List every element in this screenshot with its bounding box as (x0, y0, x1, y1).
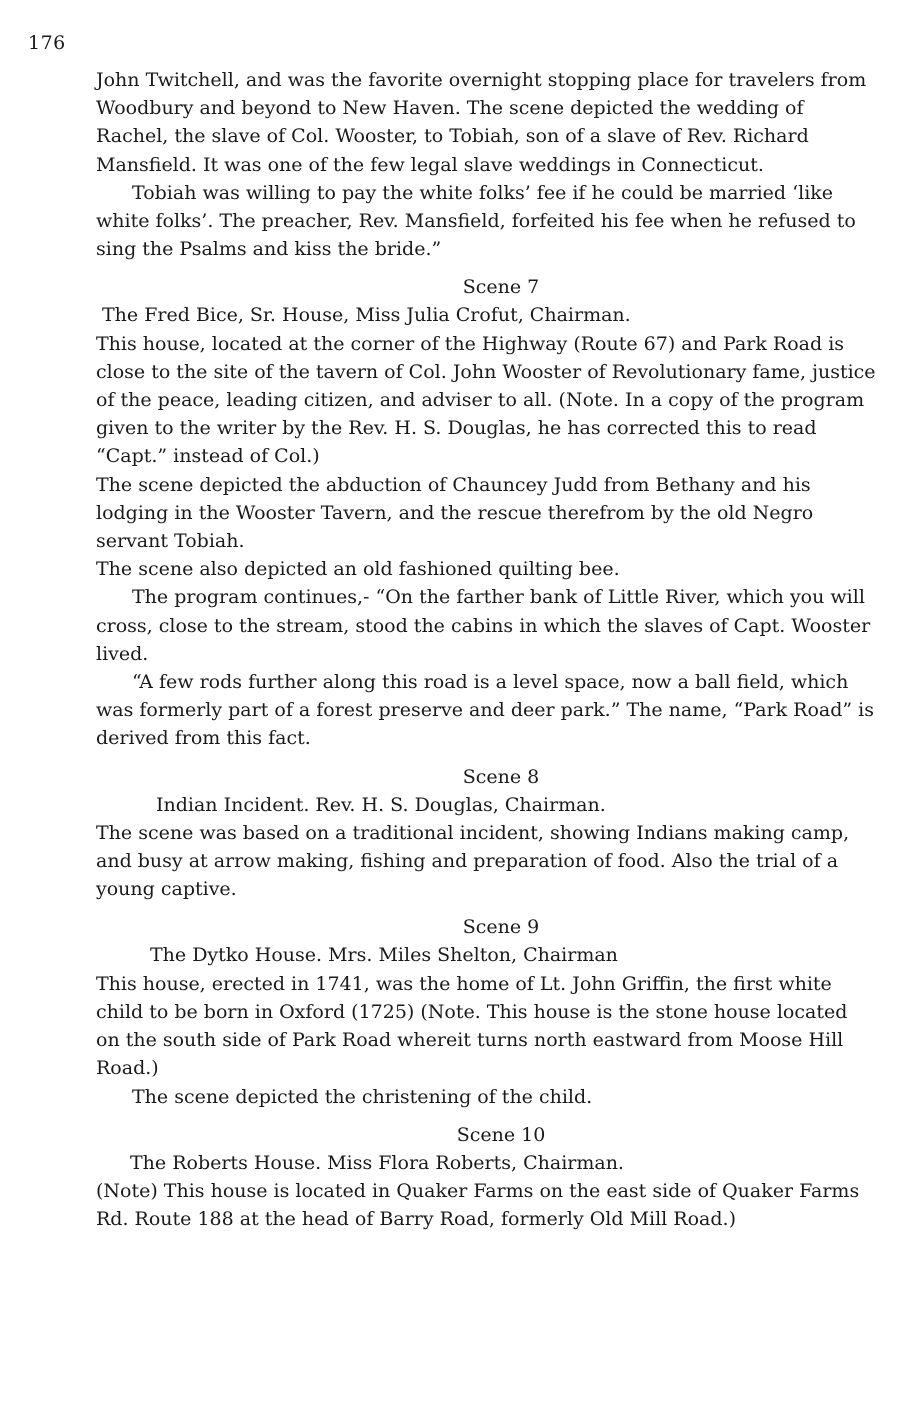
scene-10-heading: Scene 10 (456, 1123, 546, 1146)
scene-9-paragraph-2: The scene depicted the christening of the child. (132, 1085, 593, 1108)
page-body (96, 66, 876, 1233)
scene-8-chair-line: Indian Incident. Rev. H. S. Douglas, Chairman. (156, 793, 606, 816)
scene-7-heading: Scene 7 (462, 276, 540, 299)
scene-9-heading: Scene 9 (462, 916, 540, 939)
scene-7-chair-line: The Fred Bice, Sr. House, Miss Julia Crofut, Chairman. (102, 304, 631, 327)
scene-7-paragraph-5: “A few rods further along this road is a level space, now a ball field, which was formerly part of a forest preserve and deer park.” The name, “Park Road” is derived from this fact. (96, 671, 874, 750)
page-number: 176 (28, 32, 66, 54)
scene-8-paragraph-1: The scene was based on a traditional incident, showing Indians making camp, and busy at arrow making, fishing and preparation of food. Also the trial of a young captive. (96, 821, 850, 901)
intro-paragraph-2: Tobiah was willing to pay the white folks’ fee if he could be married ‘like white folks’. The preacher, Rev. Mansfield, forfeited his fee when he refused to sing the Psalms and kiss the bride.” (96, 181, 856, 261)
scene-8-heading: Scene 8 (462, 765, 540, 788)
scene-7-paragraph-4: The program continues,- “On the farther bank of Little River, which you will cross, close to the stream, stood the cabins in which the slaves of Capt. Wooster lived. (96, 586, 871, 665)
scene-9-paragraph-1: This house, erected in 1741, was the home of Lt. John Griffin, the first white child to be born in Oxford (1725) (Note. This house is the stone house located on the south side of Park Road whereit turns north eastward from Moose Hill Road.) (96, 972, 848, 1080)
scene-7-paragraph-1: This house, located at the corner of the Highway (Route 67) and Park Road is close to the site of the tavern of Col. John Wooster of Revolutionary fame, justice of the peace, leading citizen, and adviser to all. (Note. In a copy of the program given to the writer by the Rev. H. S. Douglas, he has corrected this to read “Capt.” instead of Col.) (96, 332, 876, 468)
scene-7-paragraph-3: The scene also depicted an old fashioned quilting bee. (96, 558, 620, 581)
scene-10-paragraph-1: (Note) This house is located in Quaker Farms on the east side of Quaker Farms Rd. Route 188 at the head of Barry Road, formerly Old Mill Road.) (96, 1179, 860, 1231)
scene-9-chair-line: The Dytko House. Mrs. Miles Shelton, Chairman (150, 944, 618, 967)
intro-paragraph-1: John Twitchell, and was the favorite overnight stopping place for travelers from Woodbury and beyond to New Haven. The scene depicted the wedding of Rachel, the slave of Col. Wooster, to Tobiah, son of a slave of Rev. Richard Mansfield. It was one of the few legal slave weddings in Connecticut. (96, 69, 867, 176)
scene-7-paragraph-2: The scene depicted the abduction of Chauncey Judd from Bethany and his lodging in the Wooster Tavern, and the rescue therefrom by the old Negro servant Tobiah. (96, 473, 814, 553)
scene-10-chair-line: The Roberts House. Miss Flora Roberts, Chairman. (130, 1151, 624, 1174)
